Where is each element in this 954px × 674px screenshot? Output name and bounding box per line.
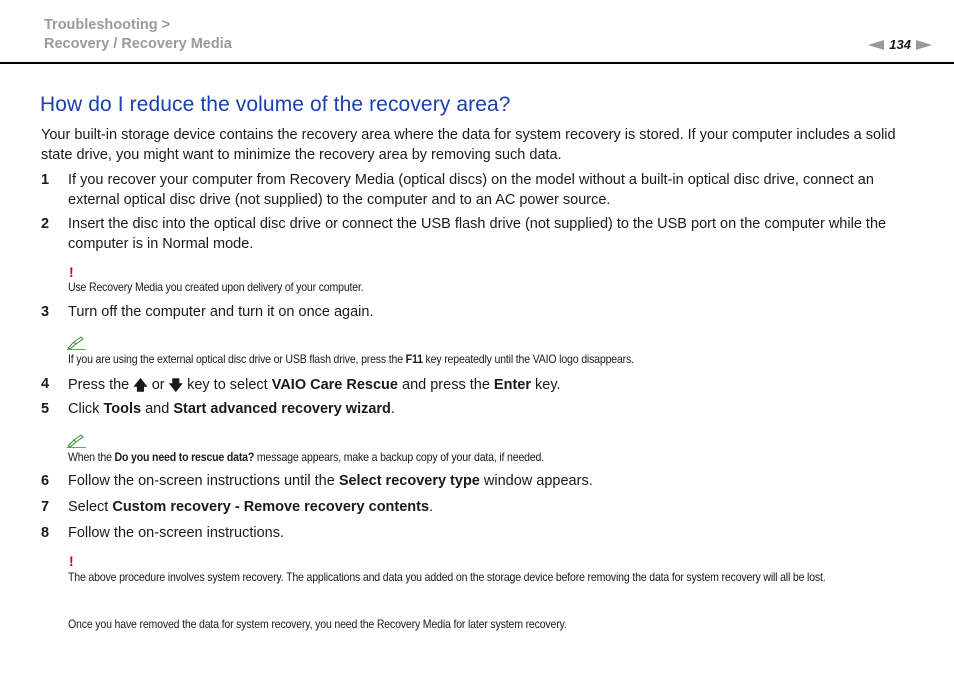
step-text: If you recover your computer from Recovery Media (optical discs) on the model without a built-in optical disc drive, connect an external optical disc drive (not supplied) to the computer and to an AC power source. (68, 172, 874, 208)
step-number: 2 (41, 216, 50, 232)
page-navigation (868, 37, 932, 52)
breadcrumb (44, 16, 232, 54)
step-text: Insert the disc into the optical disc drive or connect the USB flash drive (not supplied) to the USB port on the computer while the computer is in Normal mode. (68, 216, 887, 252)
page-header (0, 0, 954, 64)
page-number: 134 (889, 37, 911, 52)
step-5 (41, 400, 921, 420)
step-number: 1 (41, 172, 50, 188)
breadcrumb-link-recovery[interactable]: Recovery / Recovery Media (44, 36, 232, 52)
step-8 (41, 524, 921, 544)
dialog-message-name: Do you need to rescue data? (114, 450, 255, 464)
step-number: 3 (41, 304, 50, 320)
hint-note-1: If you are using the external optical disc drive or USB flash drive, press the F11 key repeatedly until the VAIO logo disappears. (68, 352, 634, 366)
step-1 (41, 171, 921, 210)
step-text: Press the 🡅 or 🡇 key to select VAIO Care Rescue and press the Enter key. (68, 375, 921, 396)
step-number: 5 (41, 401, 50, 417)
step-text: Follow the on-screen instructions. (68, 525, 284, 541)
exclamation-icon: ! (69, 264, 74, 280)
step-number: 6 (41, 473, 50, 489)
step-4 (41, 375, 921, 396)
warning-note-2: The above procedure involves system recovery. The applications and data you added on the storage device before removing the data for system recovery will all be lost. (68, 570, 826, 584)
key-f11: F11 (405, 352, 423, 366)
hint-note-2: When the Do you need to rescue data? message appears, make a backup copy of your data, if needed. (68, 450, 544, 464)
warning-note-1: Use Recovery Media you created upon delivery of your computer. (68, 280, 364, 294)
step-7 (41, 498, 921, 518)
pen-icon (66, 336, 88, 350)
exclamation-icon: ! (69, 553, 74, 569)
breadcrumb-link-troubleshooting[interactable]: Troubleshooting > (44, 17, 171, 33)
previous-page-icon[interactable] (868, 40, 884, 50)
step-number: 8 (41, 525, 50, 541)
step-text: Turn off the computer and turn it on once again. (68, 304, 374, 320)
arrow-down-icon: 🡇 (168, 377, 184, 393)
step-text: Follow the on-screen instructions until the Select recovery type window appears. (68, 473, 593, 489)
step-3 (41, 303, 921, 323)
step-6 (41, 472, 921, 492)
step-text: Click Tools and Start advanced recovery wizard. (68, 401, 395, 417)
step-2 (41, 215, 921, 254)
header-divider (0, 62, 954, 64)
step-text: Select Custom recovery - Remove recovery contents. (68, 499, 434, 515)
intro-paragraph: Your built-in storage device contains the recovery area where the data for system recovery is stored. If your computer includes a solid state drive, you might want to minimize the recovery area by removing such data. (41, 127, 896, 163)
page-title: How do I reduce the volume of the recovery area? (40, 93, 511, 116)
step-number: 4 (41, 376, 50, 392)
arrow-up-icon: 🡅 (133, 377, 148, 393)
next-page-icon[interactable] (916, 40, 932, 50)
warning-note-3: Once you have removed the data for system recovery, you need the Recovery Media for later system recovery. (68, 617, 567, 631)
step-number: 7 (41, 499, 50, 515)
pen-icon (66, 434, 88, 448)
